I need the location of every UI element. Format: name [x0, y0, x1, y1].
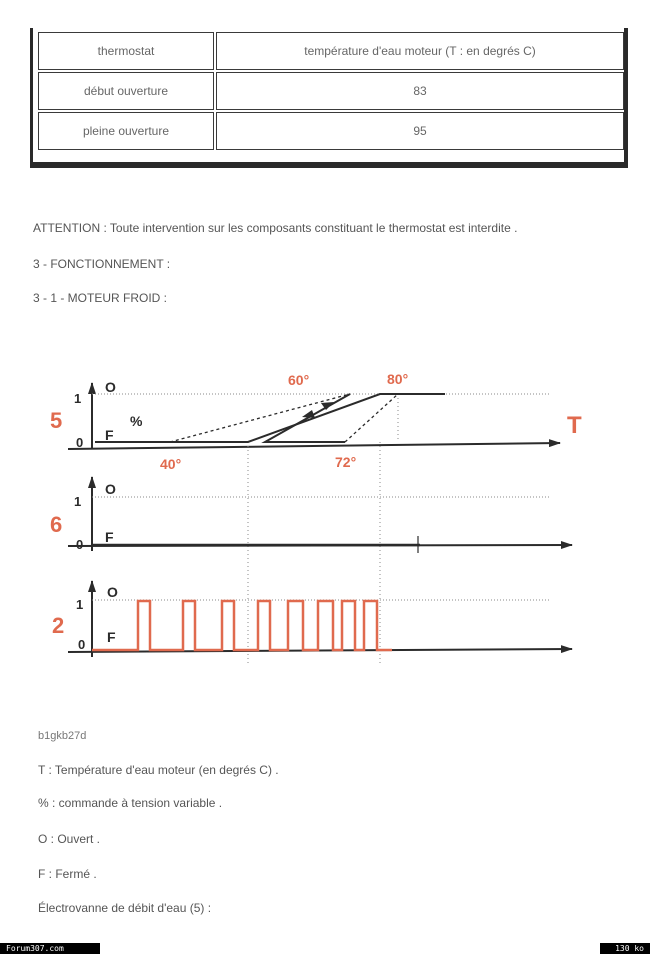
thermostat-timing-diagram	[0, 365, 650, 665]
label-open: O	[107, 584, 118, 600]
table-header-cell: thermostat	[38, 32, 214, 70]
legend-item: Électrovanne de débit d'eau (5) :	[38, 901, 212, 915]
section-heading: 3 - FONCTIONNEMENT :	[33, 257, 171, 271]
temp-72: 72°	[335, 454, 357, 470]
table-row	[38, 112, 624, 150]
x-axis	[68, 649, 572, 652]
chart-id-6: 6	[50, 512, 63, 537]
opening-curve	[95, 394, 445, 442]
axis-T: T	[567, 412, 582, 439]
label-open: O	[105, 379, 116, 395]
percent-command-return	[345, 394, 398, 442]
chart-id-2: 2	[52, 613, 65, 638]
label-closed: F	[105, 529, 114, 545]
legend-item: O : Ouvert .	[38, 832, 101, 846]
table-cell: début ouverture	[38, 72, 214, 110]
label-closed: F	[107, 629, 116, 645]
temp-80: 80°	[387, 371, 409, 387]
site-watermark: Forum307.com	[0, 943, 100, 954]
chart-id-5: 5	[50, 408, 63, 433]
tick-one: 1	[74, 391, 82, 406]
chart-2	[52, 581, 572, 657]
thermostat-table	[36, 30, 626, 152]
attention-text: ATTENTION : Toute intervention sur les composants constituant le thermostat est interdite .	[33, 221, 518, 235]
temp-40: 40°	[160, 456, 182, 472]
chart-5	[50, 371, 582, 665]
table-row	[38, 32, 624, 70]
tick-zero: 0	[76, 537, 84, 552]
closing-curve	[265, 394, 350, 442]
x-axis	[68, 443, 560, 449]
image-code: b1gkb27d	[38, 730, 87, 742]
label-percent: %	[130, 413, 143, 429]
temp-60: 60°	[288, 372, 310, 388]
pulse-signal	[92, 601, 392, 650]
legend-item: % : commande à tension variable .	[38, 796, 223, 810]
label-open: O	[105, 481, 116, 497]
table-cell: pleine ouverture	[38, 112, 214, 150]
label-closed: F	[105, 427, 114, 443]
tick-zero: 0	[78, 637, 86, 652]
table-cell: 95	[216, 112, 624, 150]
arrow-down	[302, 410, 315, 418]
tick-one: 1	[74, 494, 82, 509]
subsection-heading: 3 - 1 - MOTEUR FROID :	[33, 291, 168, 305]
table-cell: 83	[216, 72, 624, 110]
chart-6	[50, 477, 572, 553]
legend-item: T : Température d'eau moteur (en degrés C) .	[38, 763, 279, 777]
file-size-label: 130 ko	[600, 943, 650, 954]
percent-command-line	[170, 394, 350, 442]
table-row	[38, 72, 624, 110]
tick-zero: 0	[76, 435, 84, 450]
legend-item: F : Fermé .	[38, 867, 97, 881]
tick-one: 1	[76, 597, 84, 612]
table-header-cell: température d'eau moteur (T : en degrés C)	[216, 32, 624, 70]
